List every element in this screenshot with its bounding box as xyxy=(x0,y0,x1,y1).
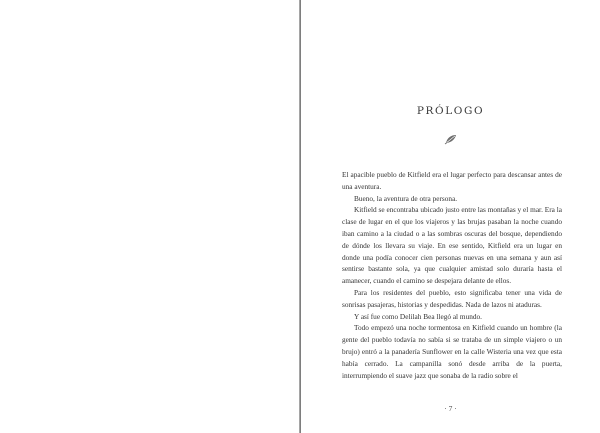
paragraph: El apacible pueblo de Kitfield era el lugar perfecto para descansar antes de una aventura. xyxy=(342,170,562,191)
paragraph: Y así fue como Delilah Bea llegó al mundo. xyxy=(354,311,482,321)
chapter-title: PRÓLOGO xyxy=(416,105,485,117)
paragraph: Para los residentes del pueblo, esto significaba tener una vida de sonrisas pasajeras, historias y despedidas. Nada de lazos ni ataduras. xyxy=(342,287,562,309)
page-number: · 7 · xyxy=(444,404,457,413)
chapter-body xyxy=(342,169,562,381)
right-page xyxy=(301,0,600,433)
left-page-blank xyxy=(0,0,299,433)
leaf-icon xyxy=(444,133,458,145)
paragraph: Todo empezó una noche tormentosa en Kitfield cuando un hombre (la gente del pueblo todavía no sabía si se trataba de un simple viajero o un brujo) entró a la panadería Sunflower en la calle Wisteria una vez que esta había cerrado. La campanilla sonó desde arriba de la puerta, interrumpiendo el suave jazz que sonaba de la radio sobre el xyxy=(342,323,562,380)
paragraph: Bueno, la aventura de otra persona. xyxy=(354,193,458,203)
paragraph: Kitfield se encontraba ubicado justo entre las montañas y el mar. Era la clase de lugar en el que los viajeros y las brujas pasaban la noche cuando iban camino a la ciudad o a las sombras oscuras del bosque, dependiendo de dónde los llevara su viaje. En ese sentido, Kitfield era un lugar en donde una podía conocer cien personas nuevas en una semana y aun así sentirse bastante sola, ya que cualquier amistad solo duraría hasta el amanecer, cuando el camino se despejara delante de ellos. xyxy=(342,205,562,286)
